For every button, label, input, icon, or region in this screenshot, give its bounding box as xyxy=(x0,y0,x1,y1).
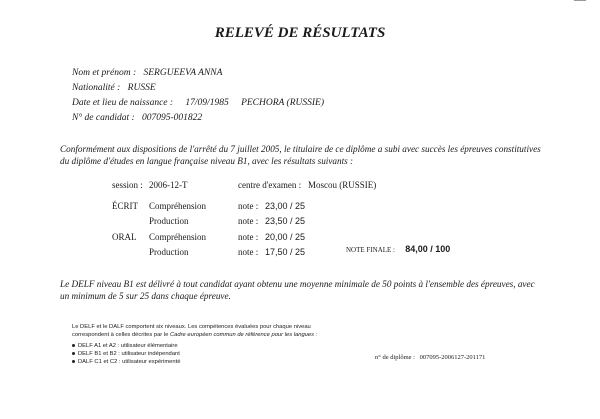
session-label: session : xyxy=(112,180,143,190)
footnote-line-2-suffix: : xyxy=(315,332,318,338)
footnote-line-1: Le DELF et le DALF comportent six niveaux. Les compétences évaluées pour chaque niveau xyxy=(72,324,311,330)
nationality-label: Nationalité : xyxy=(72,83,121,93)
footnote-framework-reference: Cadre européen commun de référence pour les langues xyxy=(169,332,315,338)
list-item xyxy=(72,350,180,358)
footnote-line-2-prefix: correspondent à celles décrites par le xyxy=(72,332,169,338)
bullet-icon xyxy=(72,344,75,347)
diploma-number-label: n° de diplôme : xyxy=(375,354,415,361)
oral-comprehension-score: 20,00 / 25 xyxy=(265,232,306,242)
ecrit-production-note-label: note : xyxy=(238,216,259,226)
final-score xyxy=(346,244,450,254)
nationality-value: RUSSE xyxy=(127,83,156,93)
list-item-text: DELF A1 et A2 : utilisateur élémentaire xyxy=(78,343,178,349)
candidate-number-label: N° de candidat : xyxy=(72,113,135,123)
oral-production-label: Production xyxy=(149,247,189,257)
list-item xyxy=(72,342,180,350)
name-field xyxy=(72,68,222,78)
centre-value: Moscou (RUSSIE) xyxy=(308,180,377,190)
document-title: RELEVÉ DE RÉSULTATS xyxy=(214,25,386,41)
bullet-icon xyxy=(72,360,75,363)
list-item xyxy=(72,358,180,366)
candidate-number-value: 007095-001822 xyxy=(142,113,203,123)
name-label: Nom et prénom : xyxy=(72,68,137,78)
diploma-number xyxy=(375,354,485,361)
conclusion-paragraph: Le DELF niveau B1 est délivré à tout candidat ayant obtenu une moyenne minimale de 50 points à l'ensemble des épreuves, avec un minimum de 5 sur 25 dans chaque épreuve. xyxy=(60,279,535,301)
final-score-value: 84,00 / 100 xyxy=(405,244,451,254)
birth-label: Date et lieu de naissance : xyxy=(72,98,174,108)
levels-footnote xyxy=(72,323,372,339)
intro-paragraph: Conformément aux dispositions de l'arrêté du 7 juillet 2005, le titulaire de ce diplôme a subi avec succès les épreuves constitutives du diplôme d'études en langue française niveau B1, avec les résultats suivants : xyxy=(60,144,541,166)
oral-comprehension-note-label: note : xyxy=(238,232,259,242)
list-item-text: DELF B1 et B2 : utilisateur indépendant xyxy=(78,351,180,357)
birth-field xyxy=(72,98,324,108)
list-item-text: DALF C1 et C2 : utilisateur expérimenté xyxy=(78,359,181,365)
ecrit-comprehension-score: 23,00 / 25 xyxy=(265,201,306,211)
oral-production-note-label: note : xyxy=(238,247,259,257)
name-value: SERGUEEVA ANNA xyxy=(143,68,223,78)
oral-label: ORAL xyxy=(112,232,137,242)
session-value: 2006-12-T xyxy=(149,180,188,190)
birth-date: 17/09/1985 xyxy=(185,98,229,108)
scan-edge-mark xyxy=(574,0,586,1)
candidate-number-field xyxy=(72,113,202,123)
diploma-number-value: 007095-2006127-201171 xyxy=(419,354,486,361)
levels-list xyxy=(72,342,180,366)
oral-comprehension-label: Compréhension xyxy=(149,232,206,242)
ecrit-comprehension-label: Compréhension xyxy=(149,201,206,211)
bullet-icon xyxy=(72,352,75,355)
birth-place: PECHORA (RUSSIE) xyxy=(241,98,325,108)
nationality-field xyxy=(72,83,156,93)
centre-label: centre d'examen : xyxy=(238,180,302,190)
ecrit-production-score: 23,50 / 25 xyxy=(265,216,306,226)
ecrit-production-label: Production xyxy=(149,216,189,226)
footnote-line-2 xyxy=(72,331,372,339)
oral-production-score: 17,50 / 25 xyxy=(265,247,306,257)
final-score-label: NOTE FINALE : xyxy=(346,246,395,254)
ecrit-comprehension-note-label: note : xyxy=(238,201,259,211)
ecrit-label: ÉCRIT xyxy=(112,201,138,211)
